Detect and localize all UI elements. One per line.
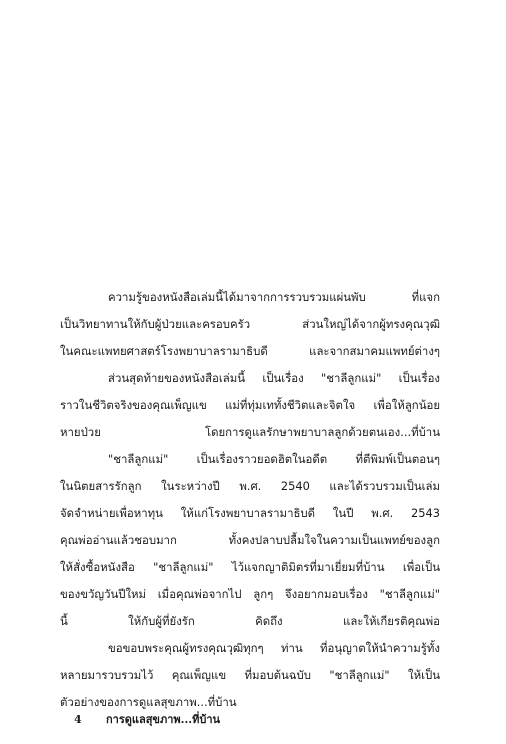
text-line: ขอขอบพระคุณผู้ทรงคุณวุฒิทุกๆ ท่าน ที่อนุญาตให้นำความรู้ทั้ง	[108, 641, 440, 655]
text-line: ตัวอย่างของการดูแลสุขภาพ...ที่บ้าน	[60, 695, 237, 709]
paragraph-3	[60, 446, 440, 635]
page-footer	[74, 710, 220, 728]
text-line: ความรู้ของหนังสือเล่มนี้ได้มาจากการรวบรวมแผ่นพับ ที่แจก	[108, 290, 440, 304]
text-line: เป็นวิทยาทานให้กับผู้ป่วยและครอบครัว ส่วนใหญ่ได้จากผู้ทรงคุณวุฒิ	[60, 317, 440, 331]
text-line: ของขวัญวันปีใหม่ เมื่อคุณพ่อจากไป ลูกๆ จึงอยากมอบเรื่อง "ชาลีลูกแม่"	[60, 587, 440, 601]
running-title: การดูแลสุขภาพ...ที่บ้าน	[106, 713, 221, 726]
text-line: หายป่วย โดยการดูแลรักษาพยาบาลลูกด้วยตนเอง...ที่บ้าน	[60, 425, 440, 439]
text-line: ในคณะแพทยศาสตร์โรงพยาบาลรามาธิบดี และจากสมาคมแพทย์ต่างๆ	[60, 344, 440, 358]
text-line: ในนิตยสารรักลูก ในระหว่างปี พ.ศ. 2540 และได้รวบรวมเป็นเล่ม	[60, 479, 440, 493]
text-line: "ชาลีลูกแม่" เป็นเรื่องราวยอดฮิตในอดีต ที่ตีพิมพ์เป็นตอนๆ	[108, 452, 440, 466]
body-text	[60, 284, 440, 716]
paragraph-1	[60, 284, 440, 365]
text-line: คุณพ่ออ่านแล้วชอบมาก ทั้งคงปลาบปลื้มใจในความเป็นแพทย์ของลูก	[60, 533, 440, 547]
text-line: ให้สั่งซื้อหนังสือ "ชาลีลูกแม่" ไว้แจกญาติมิตรที่มาเยี่ยมที่บ้าน เพื่อเป็น	[60, 560, 440, 574]
text-line: ส่วนสุดท้ายของหนังสือเล่มนี้ เป็นเรื่อง "ชาลีลูกแม่" เป็นเรื่อง	[108, 371, 440, 385]
paragraph-2	[60, 365, 440, 446]
text-line: จัดจำหน่ายเพื่อหาทุน ให้แก่โรงพยาบาลรามาธิบดี ในปี พ.ศ. 2543	[60, 506, 440, 520]
text-line: หลายมารวบรวมไว้ คุณเพ็ญแข ที่มอบต้นฉบับ "ชาลีลูกแม่" ให้เป็น	[60, 668, 440, 682]
paragraph-4	[60, 635, 440, 716]
text-line: นี้ ให้กับผู้ที่ยังรัก คิดถึง และให้เกียรติคุณพ่อ	[60, 614, 440, 628]
page-number: 4	[74, 713, 82, 726]
text-line: ราวในชีวิตจริงของคุณเพ็ญแข แม่ที่ทุ่มเททั้งชีวิตและจิตใจ เพื่อให้ลูกน้อย	[60, 398, 440, 412]
